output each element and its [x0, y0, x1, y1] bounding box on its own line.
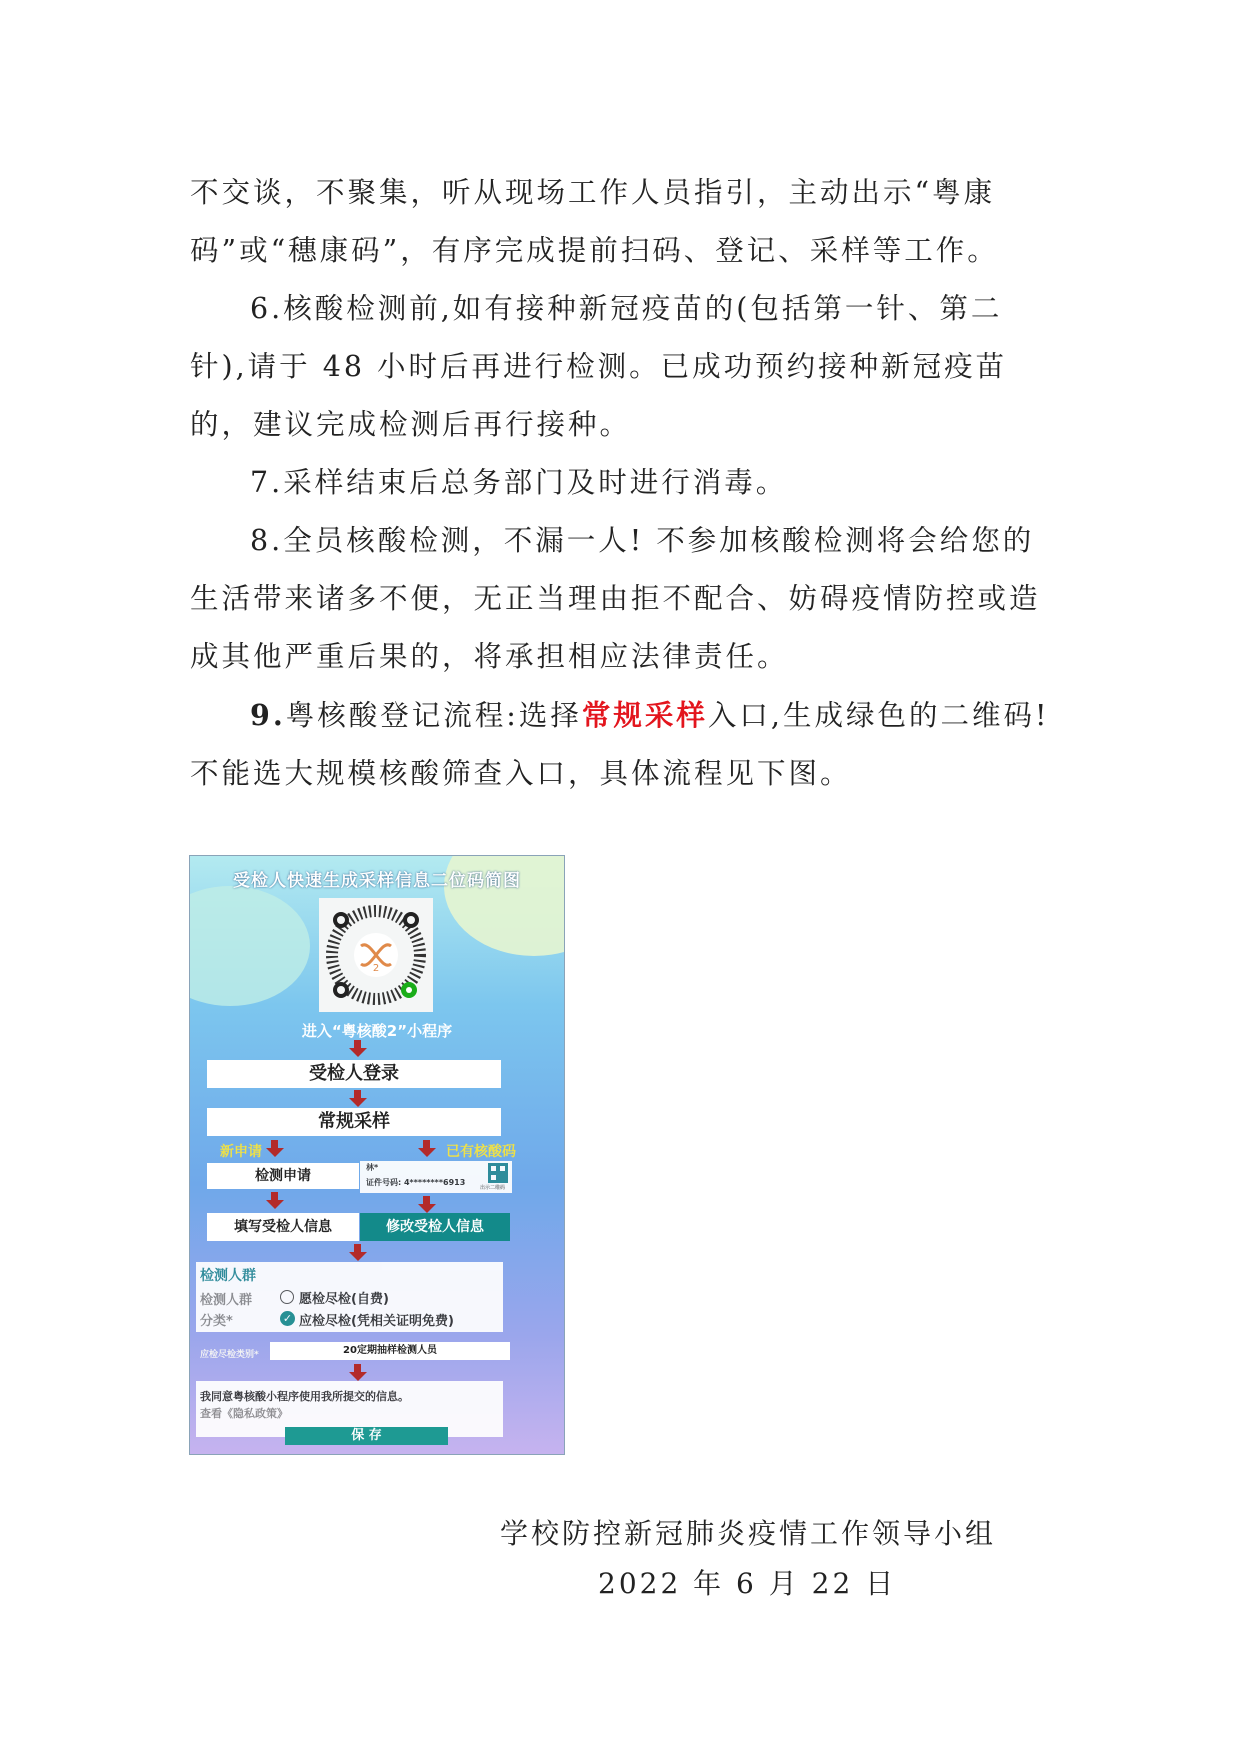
consent-text: 我同意粤核酸小程序使用我所提交的信息。 — [200, 1390, 409, 1403]
step-apply: 检测申请 — [207, 1163, 359, 1189]
signature-date: 2022 年 6 月 22 日 — [598, 1567, 897, 1600]
save-button: 保 存 — [285, 1427, 448, 1445]
option-free: 应检尽检(凭相关证明免费) — [299, 1314, 454, 1329]
step-routine-sampling: 常规采样 — [207, 1108, 501, 1136]
card-id-number: 证件号码: 4********6913 — [366, 1178, 466, 1187]
paragraph-9-highlight: 常规采样 — [581, 699, 708, 732]
paragraph-7: 7.采样结束后总务部门及时进行消毒。 — [250, 466, 788, 499]
category-value: 20定期抽样检测人员 — [270, 1342, 510, 1360]
label-new-application: 新申请 — [220, 1144, 262, 1160]
paragraph-8: 8.全员核酸检测，不漏一人! 不参加核酸检测将会给您的生活带来诸多不便，无正当理由拒不配合、妨碍疫情防控或造成其他严重后果的，将承担相应法律责任。 — [190, 524, 1041, 673]
class-label: 分类* — [200, 1314, 233, 1329]
category-label: 应检尽检类别* — [200, 1350, 259, 1360]
step-fill-info: 填写受检人信息 — [207, 1213, 359, 1241]
card-name: 林* — [366, 1163, 379, 1172]
step-modify-info: 修改受检人信息 — [360, 1213, 510, 1241]
paragraph-9-text-b: 入口,生成绿色的二维码!不能选大规模核酸筛查入口，具体流程见下图。 — [190, 699, 1050, 790]
paragraph-1: 不交谈，不聚集，听从现场工作人员指引，主动出示“粤康码”或“穗康码”，有序完成提前扫码、登记、采样等工作。 — [190, 176, 999, 267]
qr-code-icon — [319, 898, 433, 1012]
paragraph-9-text-a: 粤核酸登记流程:选择 — [285, 699, 582, 732]
paragraph-9-number: 9. — [250, 698, 286, 732]
mini-program-code — [319, 898, 433, 1012]
card-hint: 出示二维码 — [480, 1185, 506, 1191]
poster-title: 受检人快速生成采样信息二位码简图 — [233, 871, 521, 891]
privacy-link: 查看《隐私政策》 — [200, 1407, 288, 1420]
paragraph-6: 6.核酸检测前,如有接种新冠疫苗的(包括第一针、第二针),请于 48 小时后再进行检测。已成功预约接种新冠疫苗的，建议完成检测后再行接种。 — [190, 292, 1008, 441]
enter-mini-program: 进入“粤核酸2”小程序 — [301, 1022, 453, 1040]
signature-org: 学校防控新冠肺炎疫情工作领导小组 — [500, 1517, 997, 1550]
paragraph-9 — [190, 686, 1060, 803]
radio-checked-icon: ✓ — [280, 1311, 295, 1326]
group-label: 检测人群 — [200, 1293, 253, 1308]
option-self-pay: 愿检尽检(自费) — [299, 1292, 389, 1307]
flowchart-poster — [189, 855, 565, 1455]
group-title: 检测人群 — [200, 1268, 256, 1284]
step-login: 受检人登录 — [207, 1060, 501, 1088]
group-panel — [196, 1262, 503, 1332]
existing-code-card — [360, 1161, 512, 1193]
radio-unchecked-icon — [280, 1290, 294, 1304]
qr-code-label: 2 — [372, 963, 380, 974]
small-qr-icon — [488, 1163, 508, 1183]
poster-decoration — [189, 886, 310, 1006]
label-has-code: 已有核酸码 — [446, 1144, 516, 1160]
